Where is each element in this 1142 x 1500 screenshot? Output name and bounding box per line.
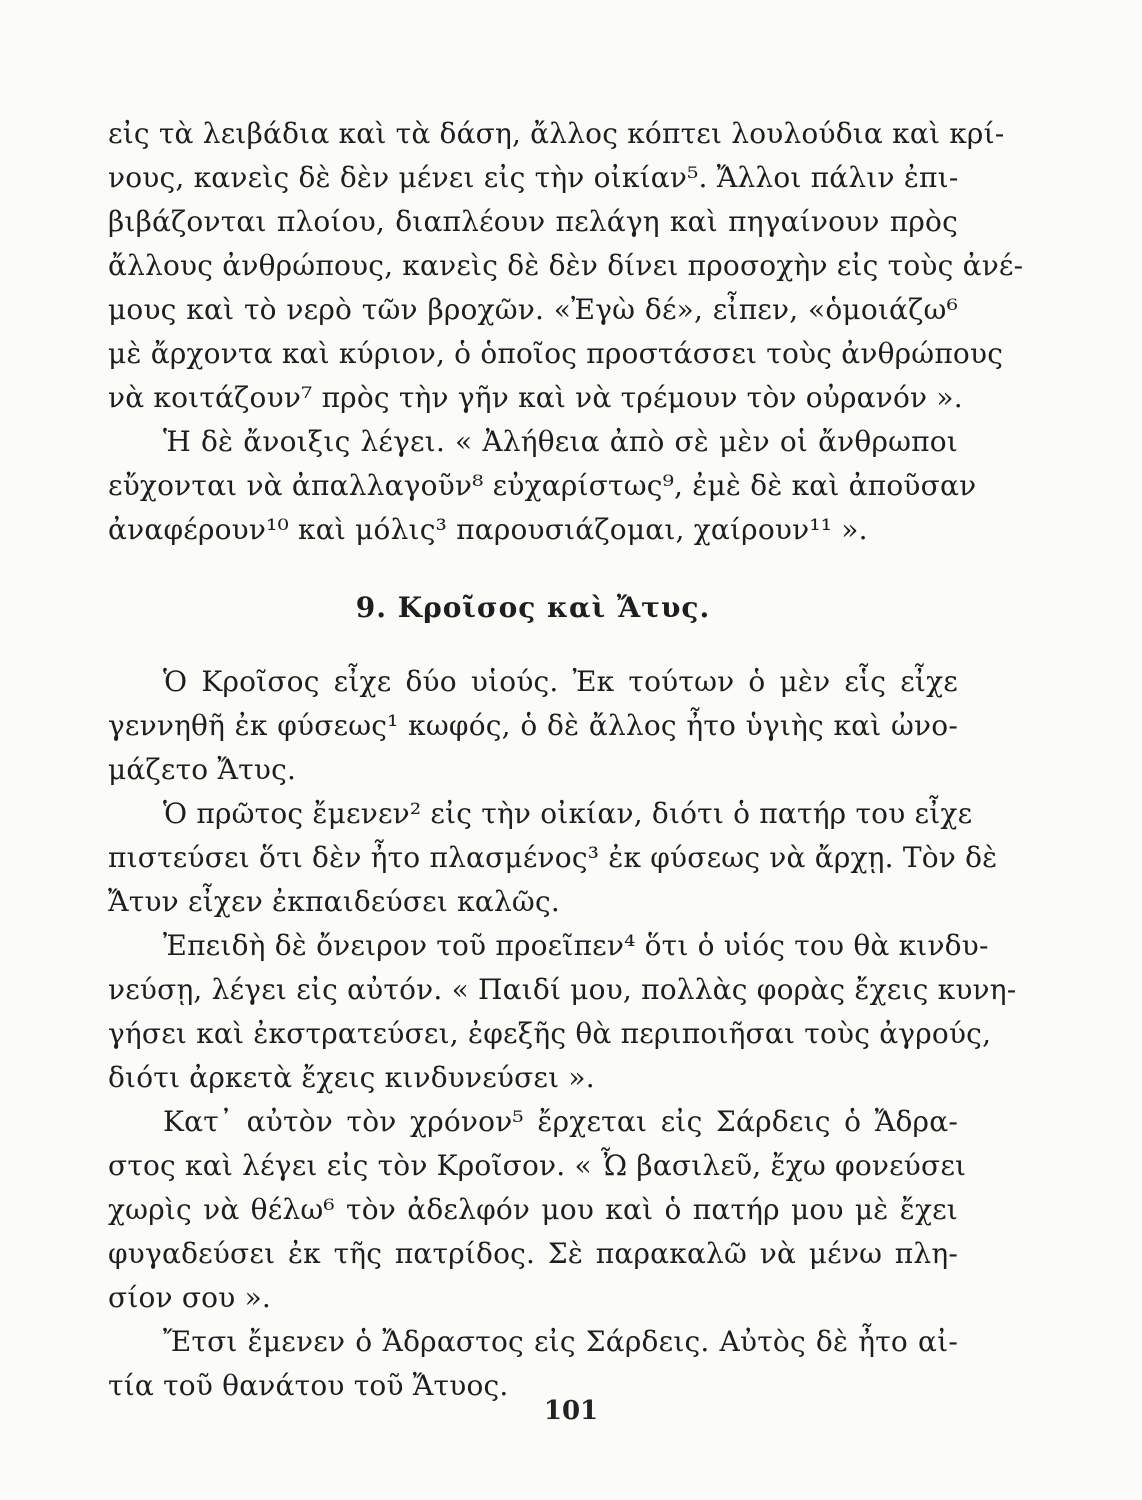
text-line: Ἔτσι ἔμενεν ὁ Ἄδραστος εἰς Σάρδεις. Αὐτὸς δὲ ἦτο αἰ- xyxy=(163,1325,958,1358)
text-line: τία τοῦ θανάτου τοῦ Ἄτυος. xyxy=(108,1369,509,1402)
text-line: εἰς τὰ λειβάδια καὶ τὰ δάση, ἄλλος κόπτει λουλούδια καὶ κρί- xyxy=(108,117,1005,150)
text-line: στος καὶ λέγει εἰς τὸν Κροῖσον. « Ὦ βασιλεῦ, ἔχω φονεύσει xyxy=(108,1149,967,1182)
text-line: διότι ἀρκετὰ ἔχεις κινδυνεύσει ». xyxy=(108,1061,595,1094)
text-line: μους καὶ τὸ νερὸ τῶν βροχῶν. «Ἐγὼ δέ», εἶπεν, «ὁμοιάζω⁶ xyxy=(108,293,958,326)
text-line: γεννηθῆ ἐκ φύσεως¹ κωφός, ὁ δὲ ἄλλος ἦτο ὑγιὴς καὶ ὠνο- xyxy=(108,709,958,742)
section-heading: 9. Κροῖσος καὶ Ἄτυς. xyxy=(355,591,711,624)
text-line: γήσει καὶ ἐκστρατεύσει, ἐφεξῆς θὰ περιποιῆσαι τοὺς ἀγρούς, xyxy=(108,1017,992,1050)
text-line: Ὁ Κροῖσος εἶχε δύο υἱούς. Ἐκ τούτων ὁ μὲν εἷς εἶχε xyxy=(163,665,958,698)
text-line: νεύσῃ, λέγει εἰς αὐτόν. « Παιδί μου, πολλὰς φορὰς ἔχεις κυνη- xyxy=(108,973,1017,1006)
text-line: μὲ ἄρχοντα καὶ κύριον, ὁ ὁποῖος προστάσσει τοὺς ἀνθρώπους xyxy=(108,337,1004,370)
text-line: Κατ᾽ αὐτὸν τὸν χρόνον⁵ ἔρχεται εἰς Σάρδεις ὁ Ἄδρα- xyxy=(163,1105,958,1138)
text-line: μάζετο Ἄτυς. xyxy=(108,753,297,786)
section-1-text xyxy=(108,112,1024,552)
text-line: πιστεύσει ὅτι δὲν ἦτο πλασμένος³ ἐκ φύσεως νὰ ἄρχῃ. Τὸν δὲ xyxy=(108,841,998,874)
text-line: ἄλλους ἀνθρώπους, κανεὶς δὲ δὲν δίνει προσοχὴν εἰς τοὺς ἀνέ- xyxy=(108,249,1024,282)
text-line: χωρὶς νὰ θέλω⁶ τὸν ἀδελφόν μου καὶ ὁ πατήρ μου μὲ ἔχει xyxy=(108,1193,958,1226)
text-line: Ὁ πρῶτος ἔμενεν² εἰς τὴν οἰκίαν, διότι ὁ πατήρ του εἶχε xyxy=(163,797,973,830)
text-line: Ἡ δὲ ἄνοιξις λέγει. « Ἀλήθεια ἀπὸ σὲ μὲν οἱ ἄνθρωποι xyxy=(163,425,958,458)
text-line: Ἄτυν εἶχεν ἐκπαιδεύσει καλῶς. xyxy=(108,885,560,918)
text-line: Ἐπειδὴ δὲ ὄνειρον τοῦ προεῖπεν⁴ ὅτι ὁ υἱός του θὰ κινδυ- xyxy=(163,929,989,962)
text-line: νὰ κοιτάζουν⁷ πρὸς τὴν γῆν καὶ νὰ τρέμουν τὸν οὐρανόν ». xyxy=(108,381,963,414)
text-line: φυγαδεύσει ἐκ τῆς πατρίδος. Σὲ παρακαλῶ νὰ μένω πλη- xyxy=(108,1237,958,1270)
text-line: βιβάζονται πλοίου, διαπλέουν πελάγη καὶ πηγαίνουν πρὸς xyxy=(108,205,958,238)
page-number: 101 xyxy=(543,1396,599,1426)
text-line: εὔχονται νὰ ἀπαλλαγοῦν⁸ εὐχαρίστως⁹, ἐμὲ δὲ καὶ ἀποῦσαν xyxy=(108,469,977,502)
text-line: νους, κανεὶς δὲ δὲν μένει εἰς τὴν οἰκίαν⁵. Ἄλλοι πάλιν ἐπι- xyxy=(108,161,959,194)
text-line: ἀναφέρουν¹⁰ καὶ μόλις³ παρουσιάζομαι, χαίρουν¹¹ ». xyxy=(108,513,868,546)
text-line: σίον σου ». xyxy=(108,1281,271,1314)
section-2-text xyxy=(108,660,1017,1408)
